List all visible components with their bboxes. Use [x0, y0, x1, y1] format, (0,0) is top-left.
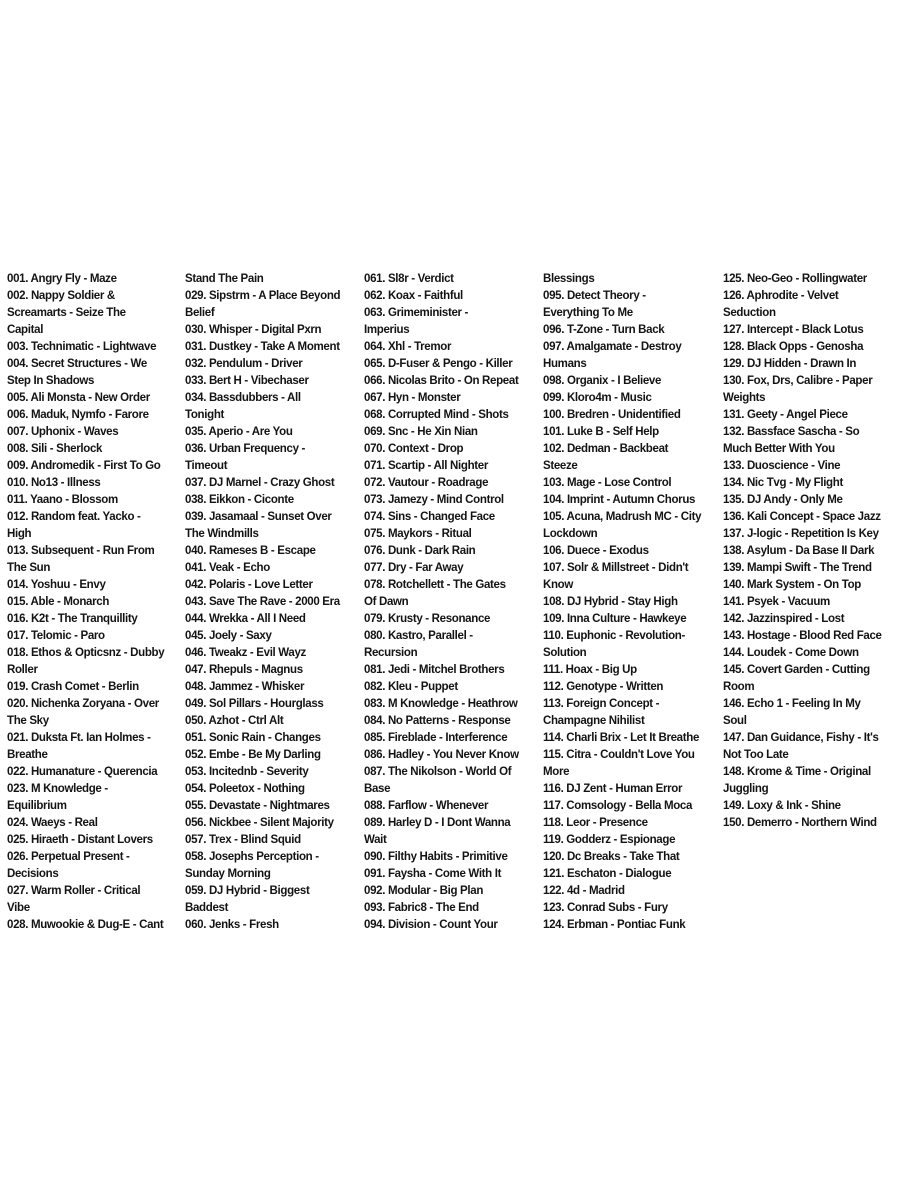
- track-line: 045. Joely - Saxy: [185, 628, 272, 642]
- track-line: 020. Nichenka Zoryana - Over: [7, 696, 159, 710]
- track-line: 079. Krusty - Resonance: [364, 611, 491, 625]
- track-line: 074. Sins - Changed Face: [364, 509, 495, 523]
- track-line: 024. Waeys - Real: [7, 815, 98, 829]
- track-line: 121. Eschaton - Dialogue: [543, 866, 672, 880]
- track-line: 145. Covert Garden - Cutting: [723, 662, 870, 676]
- track-line: 143. Hostage - Blood Red Face: [723, 628, 882, 642]
- track-line: 091. Faysha - Come With It: [364, 866, 502, 880]
- track-line: 053. Incitednb - Severity: [185, 764, 309, 778]
- track-line: 004. Secret Structures - We: [7, 356, 147, 370]
- track-line: 095. Detect Theory -: [543, 288, 646, 302]
- track-line: 010. No13 - Illness: [7, 475, 101, 489]
- track-line: 005. Ali Monsta - New Order: [7, 390, 150, 404]
- track-line: 104. Imprint - Autumn Chorus: [543, 492, 696, 506]
- track-line: 046. Tweakz - Evil Wayz: [185, 645, 306, 659]
- track-line: 106. Duece - Exodus: [543, 543, 649, 557]
- track-line: 057. Trex - Blind Squid: [185, 832, 301, 846]
- track-line: 087. The Nikolson - World Of: [364, 764, 512, 778]
- track-line: 105. Acuna, Madrush MC - City: [543, 509, 702, 523]
- track-line: 140. Mark System - On Top: [723, 577, 861, 591]
- track-line: 111. Hoax - Big Up: [543, 662, 637, 676]
- track-line: 027. Warm Roller - Critical: [7, 883, 141, 897]
- track-line: Roller: [7, 662, 38, 676]
- track-line: 003. Technimatic - Lightwave: [7, 339, 157, 353]
- track-line: 055. Devastate - Nightmares: [185, 798, 330, 812]
- track-line: 126. Aphrodite - Velvet: [723, 288, 839, 302]
- track-line: 051. Sonic Rain - Changes: [185, 730, 321, 744]
- track-line: 102. Dedman - Backbeat: [543, 441, 669, 455]
- track-line: Know: [543, 577, 574, 591]
- track-line: 061. Sl8r - Verdict: [364, 271, 454, 285]
- tracklist-column-2: [185, 270, 357, 933]
- track-line: High: [7, 526, 32, 540]
- track-line: 138. Asylum - Da Base II Dark: [723, 543, 875, 557]
- track-line: 017. Telomic - Paro: [7, 628, 105, 642]
- track-line: Base: [364, 781, 391, 795]
- track-line: Screamarts - Seize The: [7, 305, 126, 319]
- track-line: 148. Krome & Time - Original: [723, 764, 871, 778]
- track-line: 043. Save The Rave - 2000 Era: [185, 594, 340, 608]
- track-line: 035. Aperio - Are You: [185, 424, 293, 438]
- track-line: 147. Dan Guidance, Fishy - It's: [723, 730, 879, 744]
- track-line: Blessings: [543, 271, 595, 285]
- track-line: 016. K2t - The Tranquillity: [7, 611, 138, 625]
- track-line: 108. DJ Hybrid - Stay High: [543, 594, 678, 608]
- track-line: Step In Shadows: [7, 373, 95, 387]
- track-line: 124. Erbman - Pontiac Funk: [543, 917, 686, 931]
- track-line: 048. Jammez - Whisker: [185, 679, 305, 693]
- track-line: 142. Jazzinspired - Lost: [723, 611, 845, 625]
- track-line: 025. Hiraeth - Distant Lovers: [7, 832, 153, 846]
- track-line: 018. Ethos & Opticsnz - Dubby: [7, 645, 165, 659]
- track-line: 032. Pendulum - Driver: [185, 356, 303, 370]
- track-line: 068. Corrupted Mind - Shots: [364, 407, 509, 421]
- track-line: 044. Wrekka - All I Need: [185, 611, 306, 625]
- track-line: 137. J-logic - Repetition Is Key: [723, 526, 879, 540]
- track-line: 086. Hadley - You Never Know: [364, 747, 519, 761]
- track-line: 150. Demerro - Northern Wind: [723, 815, 877, 829]
- track-line: Humans: [543, 356, 587, 370]
- tracklist-column-1: [7, 270, 179, 933]
- track-line: 090. Filthy Habits - Primitive: [364, 849, 508, 863]
- track-line: 125. Neo-Geo - Rollingwater: [723, 271, 867, 285]
- track-line: 015. Able - Monarch: [7, 594, 110, 608]
- track-line: 026. Perpetual Present -: [7, 849, 130, 863]
- track-line: 109. Inna Culture - Hawkeye: [543, 611, 687, 625]
- track-line: 056. Nickbee - Silent Majority: [185, 815, 334, 829]
- track-line: 122. 4d - Madrid: [543, 883, 625, 897]
- track-line: Timeout: [185, 458, 228, 472]
- track-line: Room: [723, 679, 755, 693]
- track-line: 070. Context - Drop: [364, 441, 464, 455]
- track-line: 089. Harley D - I Dont Wanna: [364, 815, 511, 829]
- track-line: 116. DJ Zent - Human Error: [543, 781, 683, 795]
- track-line: 134. Nic Tvg - My Flight: [723, 475, 843, 489]
- track-line: 084. No Patterns - Response: [364, 713, 511, 727]
- track-line: 119. Godderz - Espionage: [543, 832, 676, 846]
- track-line: 139. Mampi Swift - The Trend: [723, 560, 872, 574]
- track-line: 107. Solr & Millstreet - Didn't: [543, 560, 689, 574]
- track-line: 060. Jenks - Fresh: [185, 917, 279, 931]
- track-line: Soul: [723, 713, 747, 727]
- track-line: 113. Foreign Concept -: [543, 696, 660, 710]
- track-line: Capital: [7, 322, 44, 336]
- track-line: Imperius: [364, 322, 410, 336]
- track-line: Champagne Nihilist: [543, 713, 645, 727]
- track-line: Of Dawn: [364, 594, 409, 608]
- track-line: 120. Dc Breaks - Take That: [543, 849, 680, 863]
- track-line: 011. Yaano - Blossom: [7, 492, 118, 506]
- track-line: 067. Hyn - Monster: [364, 390, 461, 404]
- track-line: Steeze: [543, 458, 578, 472]
- track-line: Equilibrium: [7, 798, 67, 812]
- tracklist-column-4: [543, 270, 715, 933]
- track-line: 075. Maykors - Ritual: [364, 526, 472, 540]
- track-line: Not Too Late: [723, 747, 789, 761]
- track-line: 076. Dunk - Dark Rain: [364, 543, 476, 557]
- track-line: 036. Urban Frequency -: [185, 441, 306, 455]
- track-line: 088. Farflow - Whenever: [364, 798, 489, 812]
- track-line: 082. Kleu - Puppet: [364, 679, 458, 693]
- track-line: 012. Random feat. Yacko -: [7, 509, 141, 523]
- track-line: 131. Geety - Angel Piece: [723, 407, 848, 421]
- track-line: Decisions: [7, 866, 59, 880]
- track-line: 065. D-Fuser & Pengo - Killer: [364, 356, 513, 370]
- track-line: 033. Bert H - Vibechaser: [185, 373, 309, 387]
- track-line: 117. Comsology - Bella Moca: [543, 798, 693, 812]
- track-line: 072. Vautour - Roadrage: [364, 475, 489, 489]
- track-line: 100. Bredren - Unidentified: [543, 407, 681, 421]
- track-line: 006. Maduk, Nymfo - Farore: [7, 407, 149, 421]
- track-line: 030. Whisper - Digital Pxrn: [185, 322, 322, 336]
- track-line: Belief: [185, 305, 215, 319]
- track-line: 093. Fabric8 - The End: [364, 900, 479, 914]
- track-line: 007. Uphonix - Waves: [7, 424, 119, 438]
- track-line: 085. Fireblade - Interference: [364, 730, 508, 744]
- track-line: 013. Subsequent - Run From: [7, 543, 155, 557]
- track-line: 135. DJ Andy - Only Me: [723, 492, 843, 506]
- track-line: Tonight: [185, 407, 225, 421]
- track-line: 094. Division - Count Your: [364, 917, 498, 931]
- track-line: 002. Nappy Soldier &: [7, 288, 115, 302]
- track-line: 037. DJ Marnel - Crazy Ghost: [185, 475, 335, 489]
- track-line: 149. Loxy & Ink - Shine: [723, 798, 841, 812]
- track-line: 127. Intercept - Black Lotus: [723, 322, 864, 336]
- track-line: 042. Polaris - Love Letter: [185, 577, 313, 591]
- track-line: 052. Embe - Be My Darling: [185, 747, 321, 761]
- track-line: 073. Jamezy - Mind Control: [364, 492, 504, 506]
- track-line: 023. M Knowledge -: [7, 781, 108, 795]
- track-line: Vibe: [7, 900, 30, 914]
- track-line: More: [543, 764, 570, 778]
- track-line: 008. Sili - Sherlock: [7, 441, 103, 455]
- track-line: Sunday Morning: [185, 866, 271, 880]
- track-line: The Sky: [7, 713, 49, 727]
- track-line: 059. DJ Hybrid - Biggest: [185, 883, 310, 897]
- track-line: 071. Scartip - All Nighter: [364, 458, 489, 472]
- track-line: 029. Sipstrm - A Place Beyond: [185, 288, 341, 302]
- track-line: 146. Echo 1 - Feeling In My: [723, 696, 861, 710]
- track-line: Solution: [543, 645, 587, 659]
- track-line: 114. Charli Brix - Let It Breathe: [543, 730, 700, 744]
- track-line: 039. Jasamaal - Sunset Over: [185, 509, 332, 523]
- track-line: 123. Conrad Subs - Fury: [543, 900, 668, 914]
- track-line: 031. Dustkey - Take A Moment: [185, 339, 340, 353]
- track-line: 103. Mage - Lose Control: [543, 475, 672, 489]
- track-line: 040. Rameses B - Escape: [185, 543, 316, 557]
- track-line: 009. Andromedik - First To Go: [7, 458, 161, 472]
- track-line: 110. Euphonic - Revolution-: [543, 628, 685, 642]
- track-line: 022. Humanature - Querencia: [7, 764, 158, 778]
- track-line: 132. Bassface Sascha - So: [723, 424, 860, 438]
- track-line: 077. Dry - Far Away: [364, 560, 464, 574]
- track-line: 063. Grimeminister -: [364, 305, 469, 319]
- track-line: 133. Duoscience - Vine: [723, 458, 841, 472]
- track-line: 141. Psyek - Vacuum: [723, 594, 830, 608]
- track-line: Juggling: [723, 781, 769, 795]
- track-line: 001. Angry Fly - Maze: [7, 271, 117, 285]
- track-line: Stand The Pain: [185, 271, 264, 285]
- track-line: Weights: [723, 390, 766, 404]
- track-line: Recursion: [364, 645, 418, 659]
- track-line: 128. Black Opps - Genosha: [723, 339, 864, 353]
- track-line: 096. T-Zone - Turn Back: [543, 322, 665, 336]
- track-line: 112. Genotype - Written: [543, 679, 664, 693]
- track-line: 078. Rotchellett - The Gates: [364, 577, 506, 591]
- track-line: 054. Poleetox - Nothing: [185, 781, 305, 795]
- track-line: 014. Yoshuu - Envy: [7, 577, 106, 591]
- track-line: 083. M Knowledge - Heathrow: [364, 696, 518, 710]
- track-line: 028. Muwookie & Dug-E - Cant: [7, 917, 164, 931]
- track-line: 130. Fox, Drs, Calibre - Paper: [723, 373, 873, 387]
- track-line: 098. Organix - I Believe: [543, 373, 662, 387]
- track-line: 144. Loudek - Come Down: [723, 645, 859, 659]
- track-line: 080. Kastro, Parallel -: [364, 628, 473, 642]
- track-line: Lockdown: [543, 526, 598, 540]
- track-line: 069. Snc - He Xin Nian: [364, 424, 478, 438]
- track-line: Much Better With You: [723, 441, 835, 455]
- track-line: 099. Kloro4m - Music: [543, 390, 652, 404]
- track-line: The Sun: [7, 560, 51, 574]
- track-line: 041. Veak - Echo: [185, 560, 270, 574]
- track-line: 034. Bassdubbers - All: [185, 390, 301, 404]
- track-line: 066. Nicolas Brito - On Repeat: [364, 373, 519, 387]
- track-line: 038. Eikkon - Ciconte: [185, 492, 294, 506]
- track-line: 136. Kali Concept - Space Jazz: [723, 509, 881, 523]
- track-line: 092. Modular - Big Plan: [364, 883, 484, 897]
- track-line: Wait: [364, 832, 387, 846]
- track-line: 058. Josephs Perception -: [185, 849, 319, 863]
- track-line: 118. Leor - Presence: [543, 815, 648, 829]
- track-line: Breathe: [7, 747, 48, 761]
- track-line: 047. Rhepuls - Magnus: [185, 662, 303, 676]
- track-line: 101. Luke B - Self Help: [543, 424, 659, 438]
- track-line: 129. DJ Hidden - Drawn In: [723, 356, 857, 370]
- track-line: The Windmills: [185, 526, 259, 540]
- track-line: 049. Sol Pillars - Hourglass: [185, 696, 324, 710]
- track-line: 062. Koax - Faithful: [364, 288, 463, 302]
- track-line: 097. Amalgamate - Destroy: [543, 339, 682, 353]
- track-line: Seduction: [723, 305, 776, 319]
- track-line: 115. Citra - Couldn't Love You: [543, 747, 695, 761]
- track-line: 021. Duksta Ft. Ian Holmes -: [7, 730, 151, 744]
- track-line: 064. Xhl - Tremor: [364, 339, 452, 353]
- track-line: Baddest: [185, 900, 229, 914]
- track-line: Everything To Me: [543, 305, 633, 319]
- track-line: 081. Jedi - Mitchel Brothers: [364, 662, 505, 676]
- track-line: 019. Crash Comet - Berlin: [7, 679, 139, 693]
- track-line: 050. Azhot - Ctrl Alt: [185, 713, 284, 727]
- tracklist-column-3: [364, 270, 536, 933]
- tracklist-column-5: [723, 270, 895, 831]
